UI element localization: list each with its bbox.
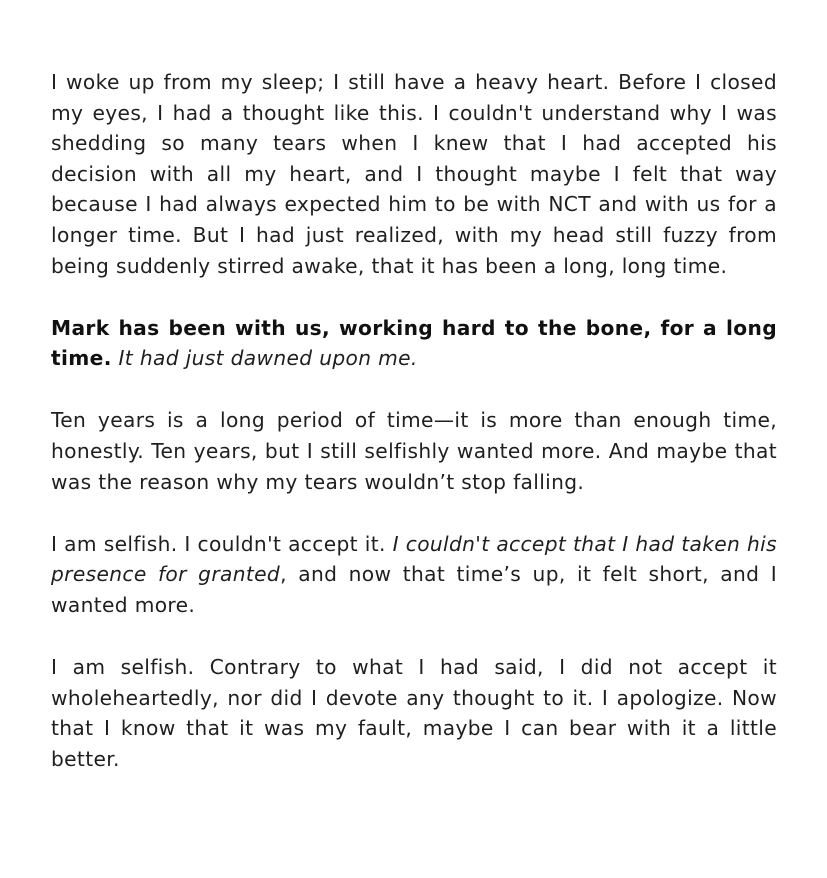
paragraph-2-italic-text: It had just dawned upon me. [118,346,418,371]
paragraph-2-bold-text: Mark has been with us, working hard to the bone, for a long time. [51,315,777,371]
paragraph-5 [51,652,777,774]
paragraph-4-text-end: , and now that time’s up, it felt short, and I wanted more. [51,562,777,617]
paragraph-2 [51,313,777,374]
paragraph-4-text-start: I am selfish. I couldn't accept it. [51,531,393,556]
paragraph-3 [51,405,777,497]
document-body [51,67,777,806]
paragraph-4-italic-text: I couldn't accept that I had taken his presence for granted [51,531,777,587]
paragraph-5-text: I am selfish. Contrary to what I had said, I did not accept it wholeheartedly, nor did I devote any thought to it. I apologize. Now that I know that it was my fault, maybe I can bear with it a little better. [51,654,777,771]
paragraph-3-text: Ten years is a long period of time—it is more than enough time, honestly. Ten years, but I still selfishly wanted more. And maybe that was the reason why my tears wouldn’t stop falling. [51,408,777,494]
paragraph-2-space [112,346,119,370]
paragraph-1 [51,67,777,281]
paragraph-1-text: I woke up from my sleep; I still have a heavy heart. Before I closed my eyes, I had a thought like this. I couldn't understand why I was shedding so many tears when I knew that I had accepted his decision with all my heart, and I thought maybe I felt that way because I had always expected him to be with NCT and with us for a longer time. But I had just realized, with my head still fuzzy from being suddenly stirred awake, that it has been a long, long time. [51,70,777,278]
paragraph-4 [51,529,777,621]
